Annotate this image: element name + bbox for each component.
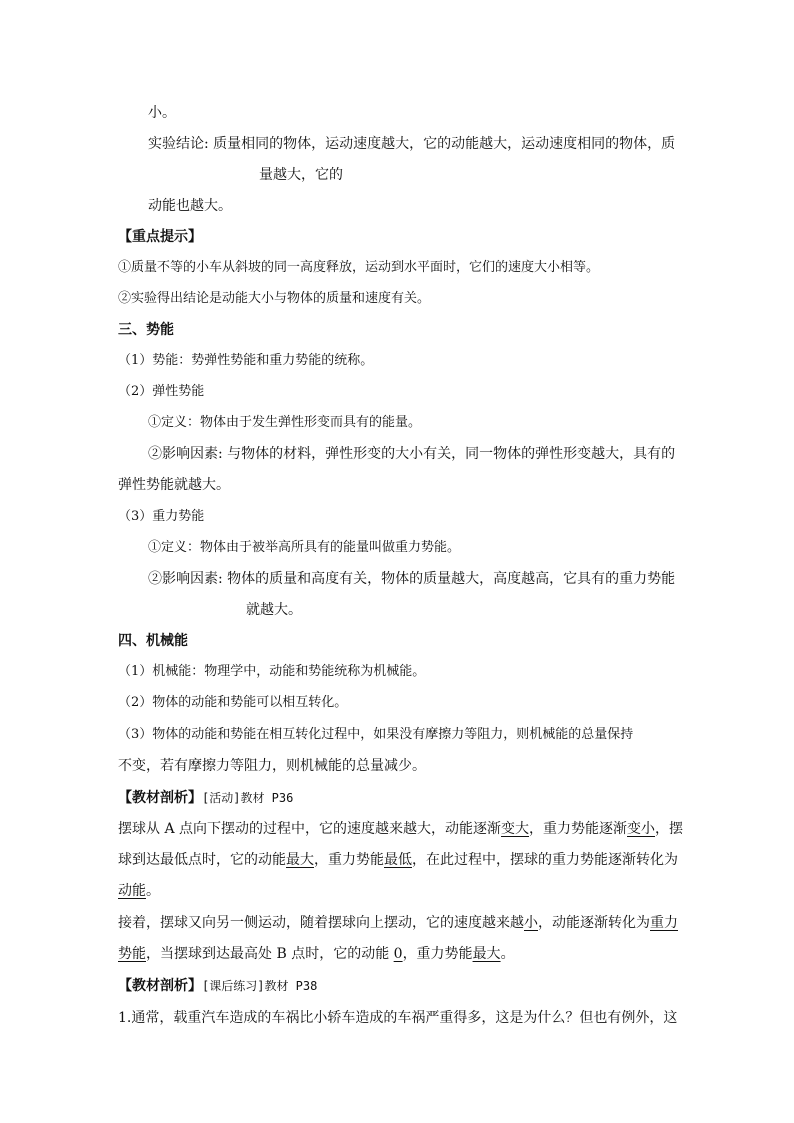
text-line: ②影响因素: 与物体的材料，弹性形变的大小有关，同一物体的弹性形变越大，具有的 bbox=[148, 446, 676, 462]
text-line: 实验结论: 质量相同的物体，运动速度越大，它的动能越大，运动速度相同的物体，质 bbox=[148, 136, 676, 152]
answer-blank: 最大 bbox=[472, 946, 501, 962]
text-run: 摆球从 A 点向下摆动的过程中，它的速度越来越大，动能逐渐 bbox=[118, 821, 502, 837]
text-line: 小。 bbox=[148, 105, 176, 121]
text-run: ，在此过程中，摆球的重力势能逐渐转化为 bbox=[412, 852, 678, 868]
text-line: 就越大。 bbox=[246, 602, 302, 618]
answer-blank: 最低 bbox=[384, 852, 412, 868]
text-run: 接着，摆球又向另一侧运动，随着摆球向上摆动，它的速度越来越 bbox=[118, 915, 524, 931]
text-run: ，当摆球到达最高处 B 点时，它的动能 bbox=[146, 946, 394, 962]
answer-blank: 动能 bbox=[118, 883, 146, 899]
heading-source: [活动]教材 P36 bbox=[202, 791, 294, 805]
textbook-analysis-heading bbox=[118, 788, 293, 808]
text-line: ①质量不等的小车从斜坡的同一高度释放，运动到水平面时，它们的速度大小相等。 bbox=[118, 260, 600, 275]
text-line: 不变，若有摩擦力等阻力，则机械能的总量减少。 bbox=[118, 758, 426, 774]
text-line: 量越大，它的 bbox=[259, 167, 343, 183]
heading-label: 【教材剖析】 bbox=[118, 978, 202, 994]
text-line: 弹性势能就越大。 bbox=[118, 477, 230, 493]
text-line bbox=[118, 881, 160, 901]
text-line: （2）弹性势能 bbox=[118, 384, 205, 399]
text-run: ，重力势能 bbox=[314, 852, 384, 868]
text-line: ①定义：物体由于发生弹性形变而具有的能量。 bbox=[148, 415, 422, 430]
text-line bbox=[118, 944, 515, 964]
answer-blank: 重力 bbox=[650, 915, 678, 931]
text-line: ②实验得出结论是动能大小与物体的质量和速度有关。 bbox=[118, 291, 431, 306]
text-line: 动能也越大。 bbox=[148, 198, 232, 214]
section-heading: 三、势能 bbox=[118, 322, 174, 338]
text-line: （1）机械能：物理学中，动能和势能统称为机械能。 bbox=[118, 664, 426, 679]
text-run: 。 bbox=[146, 883, 160, 899]
text-line: （3）重力势能 bbox=[118, 509, 205, 524]
text-line: （3）物体的动能和势能在相互转化过程中，如果没有摩擦力等阻力，则机械能的总量保持 bbox=[118, 727, 634, 742]
text-line: （2）物体的动能和势能可以相互转化。 bbox=[118, 695, 348, 710]
section-heading: 【重点提示】 bbox=[118, 229, 202, 245]
text-run: 球到达最低点时，它的动能 bbox=[118, 852, 286, 868]
text-line: 1.通常，载重汽车造成的车祸比小轿车造成的车祸严重得多，这是为什么？但也有例外，这 bbox=[118, 1010, 678, 1026]
text-line: ①定义：物体由于被举高所具有的能量叫做重力势能。 bbox=[148, 540, 461, 555]
text-run: ，摆 bbox=[655, 821, 684, 837]
textbook-analysis-heading bbox=[118, 976, 317, 996]
text-line: （1）势能：势弹性势能和重力势能的统称。 bbox=[118, 353, 374, 368]
heading-label: 【教材剖析】 bbox=[118, 790, 202, 806]
answer-blank: 势能 bbox=[118, 946, 146, 962]
text-run: ，重力势能 bbox=[402, 946, 473, 962]
text-run: ，重力势能逐渐 bbox=[529, 821, 628, 837]
text-run: 。 bbox=[500, 946, 515, 962]
answer-blank: 最大 bbox=[286, 852, 314, 868]
answer-blank: 0 bbox=[393, 946, 403, 962]
text-line bbox=[118, 819, 683, 839]
section-heading: 四、机械能 bbox=[118, 633, 188, 649]
text-line: ②影响因素: 物体的质量和高度有关，物体的质量越大，高度越高，它具有的重力势能 bbox=[148, 571, 676, 587]
answer-blank: 变小 bbox=[627, 821, 656, 837]
text-line bbox=[118, 850, 678, 870]
heading-source: [课后练习]教材 P38 bbox=[202, 979, 318, 993]
answer-blank: 变大 bbox=[501, 821, 530, 837]
answer-blank: 小 bbox=[524, 915, 538, 931]
text-run: ，动能逐渐转化为 bbox=[538, 915, 650, 931]
text-line bbox=[118, 913, 678, 933]
